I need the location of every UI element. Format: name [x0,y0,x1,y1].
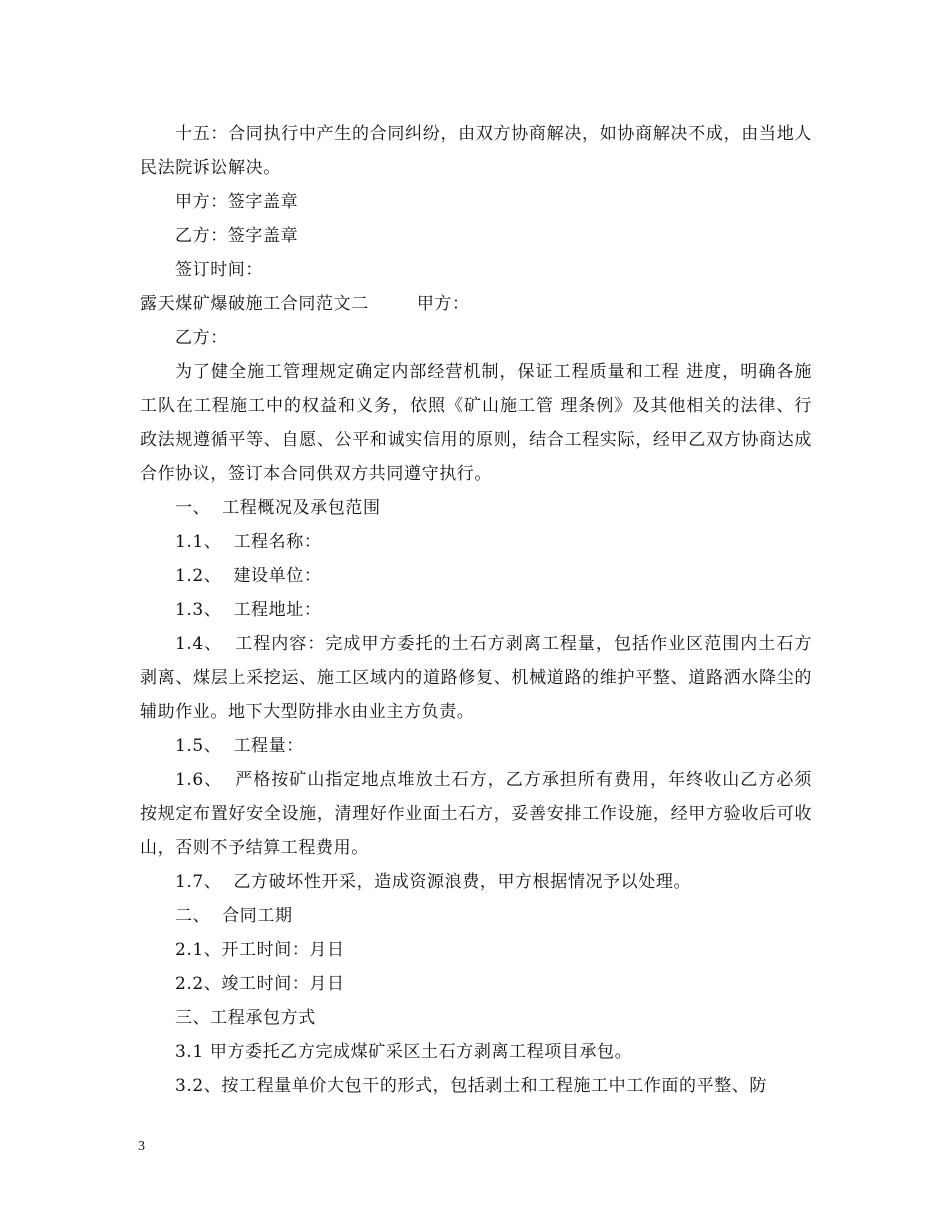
paragraph: 二、 合同工期 [175,906,293,926]
paragraph: 1.1、 工程名称： [175,532,322,552]
paragraph: 甲方：签字盖章 [175,192,299,212]
paragraph: 三、工程承包方式 [175,1008,316,1028]
paragraph: 2.2、竣工时间：月日 [175,974,345,994]
paragraph: 1.2、 建设单位： [175,566,322,586]
paragraph: 1.7、 乙方破坏性开采，造成资源浪费，甲方根据情况予以处理。 [175,872,692,892]
paragraph: 3.1 甲方委托乙方完成煤矿采区土石方剥离工程项目承包。 [175,1042,633,1062]
paragraph: 乙方：签字盖章 [175,226,299,246]
paragraph: 1.3、 工程地址： [175,600,322,620]
document-body [140,117,812,1103]
paragraph: 2.1、开工时间：月日 [175,940,345,960]
paragraph: 十五：合同执行中产生的合同纠纷，由双方协商解决，如协商解决不成，由当地人民法院诉讼解决。 [140,124,812,178]
paragraph: 一、 工程概况及承包范围 [175,498,381,518]
paragraph: 露天煤矿爆破施工合同范文二 甲方： [140,294,470,314]
paragraph: 签订时间： [175,260,263,280]
paragraph: 1.6、 严格按矿山指定地点堆放土石方，乙方承担所有费用，年终收山乙方必须按规定布置好安全设施，清理好作业面土石方，妥善安排工作设施，经甲方验收后可收山，否则不予结算工程费用。 [140,770,812,858]
paragraph: 1.5、 工程量： [175,736,304,756]
paragraph: 为了健全施工管理规定确定内部经营机制，保证工程质量和工程 进度，明确各施工队在工程施工中的权益和义务，依照《矿山施工管 理条例》及其他相关的法律、行政法规遵循平等、自愿、公平和诚实信用的原则，结合工程实际，经甲乙双方协商达成合作协议，签订本合同供双方共同遵守执行。 [140,362,812,484]
page-number: 3 [138,1139,145,1154]
paragraph: 乙方： [175,328,228,348]
paragraph: 1.4、 工程内容：完成甲方委托的土石方剥离工程量，包括作业区范围内土石方剥离、煤层上采挖运、施工区域内的道路修复、机械道路的维护平整、道路洒水降尘的辅助作业。地下大型防排水由业主方负责。 [140,634,812,722]
paragraph: 3.2、按工程量单价大包干的形式，包括剥土和工程施工中工作面的平整、防 [175,1076,768,1096]
